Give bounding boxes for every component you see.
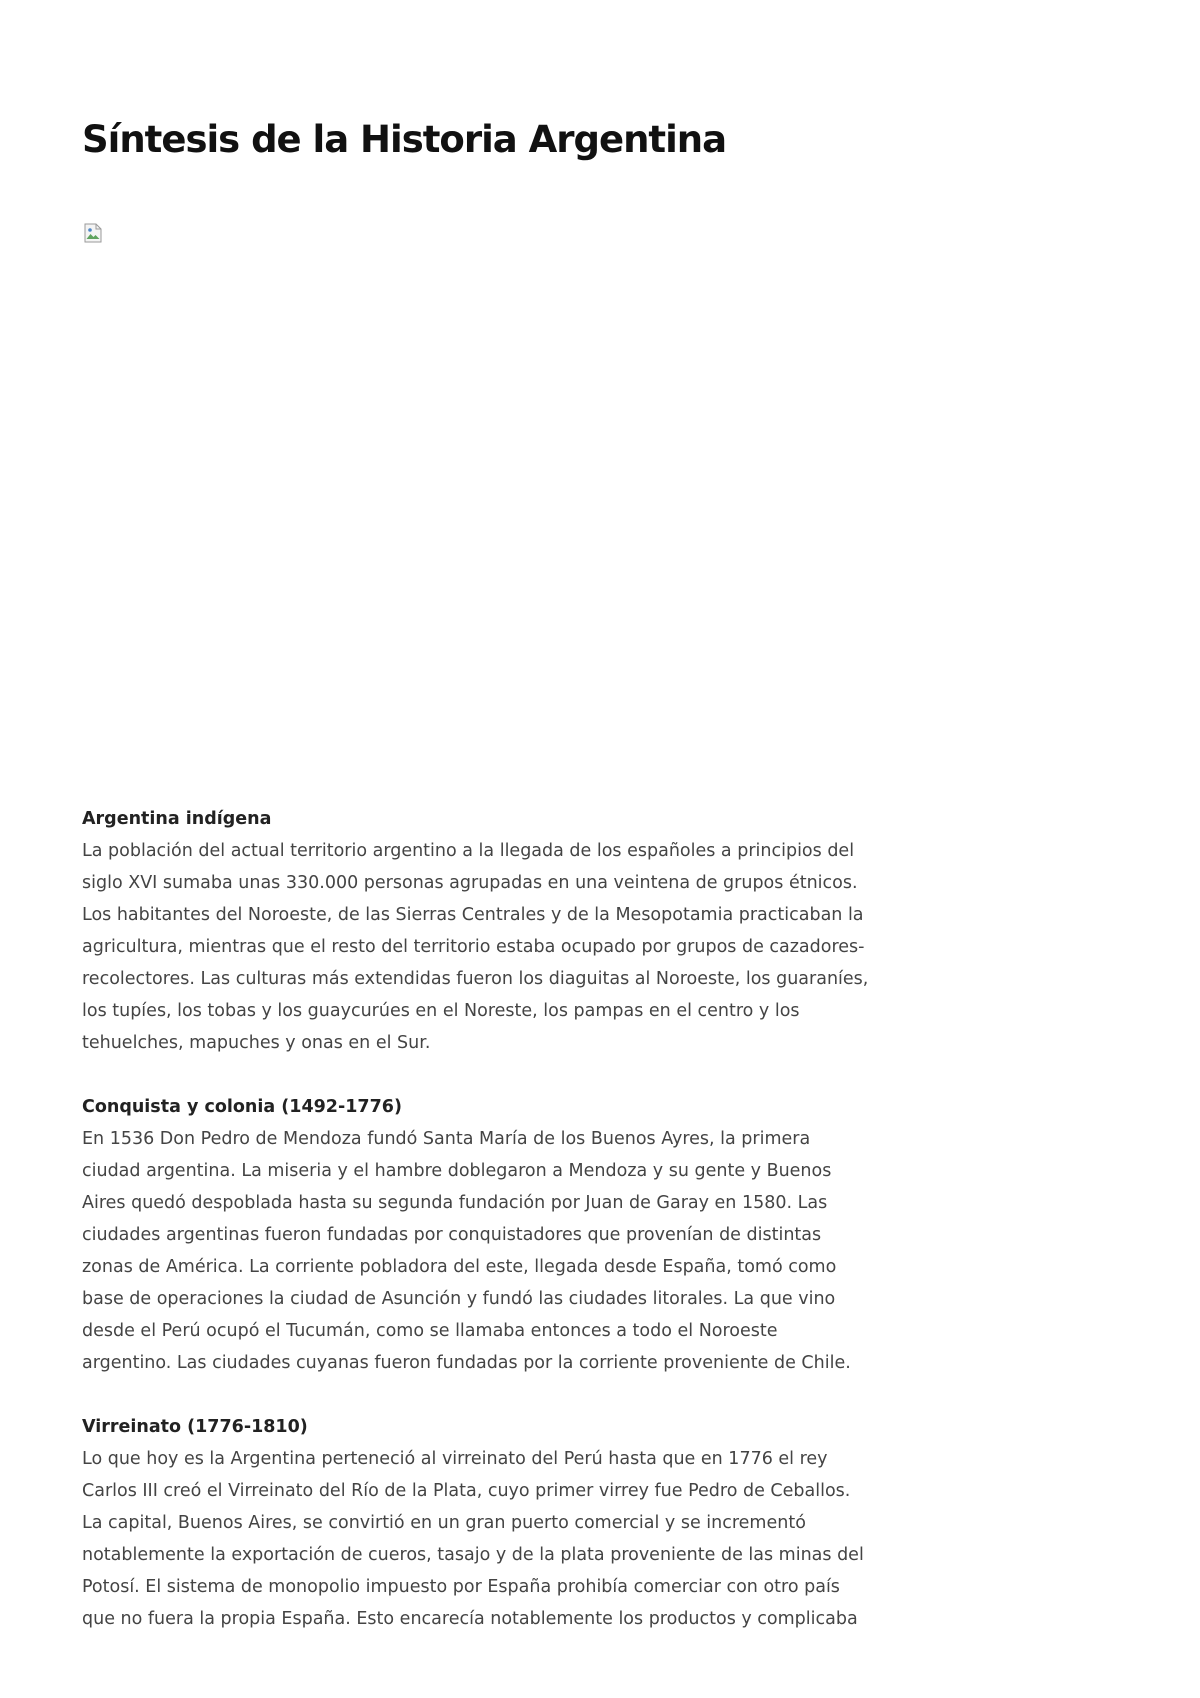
text-line: desde el Perú ocupó el Tucumán, como se llamaba entonces a todo el Noroeste: [82, 1321, 778, 1341]
section-paragraph: [82, 1443, 922, 1635]
section-conquista-colonia: [82, 1091, 922, 1379]
broken-image-icon: [82, 222, 104, 244]
section-argentina-indigena: [82, 803, 922, 1059]
section-heading: Conquista y colonia (1492-1776): [82, 1097, 402, 1117]
text-line: ciudades argentinas fueron fundadas por conquistadores que provenían de distintas: [82, 1225, 822, 1245]
text-line: Los habitantes del Noroeste, de las Sierras Centrales y de la Mesopotamia practicaban la: [82, 905, 864, 925]
text-line: zonas de América. La corriente pobladora del este, llegada desde España, tomó como: [82, 1257, 837, 1277]
text-line: Lo que hoy es la Argentina perteneció al virreinato del Perú hasta que en 1776 el rey: [82, 1449, 828, 1469]
text-line: siglo XVI sumaba unas 330.000 personas agrupadas en una veintena de grupos étnicos.: [82, 873, 858, 893]
text-line: ciudad argentina. La miseria y el hambre doblegaron a Mendoza y su gente y Buenos: [82, 1161, 832, 1181]
text-line: agricultura, mientras que el resto del territorio estaba ocupado por grupos de cazadores-: [82, 937, 865, 957]
article-body: [82, 803, 922, 1667]
text-line: Potosí. El sistema de monopolio impuesto por España prohibía comerciar con otro país: [82, 1577, 840, 1597]
text-line: En 1536 Don Pedro de Mendoza fundó Santa María de los Buenos Ayres, la primera: [82, 1129, 811, 1149]
text-line: La capital, Buenos Aires, se convirtió en un gran puerto comercial y se incrementó: [82, 1513, 806, 1533]
text-line: los tupíes, los tobas y los guaycurúes en el Noreste, los pampas en el centro y los: [82, 1001, 800, 1021]
text-line: base de operaciones la ciudad de Asunción y fundó las ciudades litorales. La que vino: [82, 1289, 836, 1309]
text-line: notablemente la exportación de cueros, tasajo y de la plata proveniente de las minas del: [82, 1545, 864, 1565]
text-line: Carlos III creó el Virreinato del Río de la Plata, cuyo primer virrey fue Pedro de Ceballos.: [82, 1481, 851, 1501]
section-virreinato: [82, 1411, 922, 1635]
text-line: argentino. Las ciudades cuyanas fueron fundadas por la corriente proveniente de Chile.: [82, 1353, 851, 1373]
text-line: tehuelches, mapuches y onas en el Sur.: [82, 1033, 431, 1053]
section-heading: Argentina indígena: [82, 809, 272, 829]
text-line: recolectores. Las culturas más extendidas fueron los diaguitas al Noroeste, los guaraníes,: [82, 969, 869, 989]
text-line: Aires quedó despoblada hasta su segunda fundación por Juan de Garay en 1580. Las: [82, 1193, 828, 1213]
section-heading: Virreinato (1776-1810): [82, 1417, 308, 1437]
section-paragraph: [82, 1123, 922, 1379]
section-paragraph: [82, 835, 922, 1059]
text-line: La población del actual territorio argentino a la llegada de los españoles a principios del: [82, 841, 855, 861]
text-line: que no fuera la propia España. Esto encarecía notablemente los productos y complicaba: [82, 1609, 858, 1629]
page-title: Síntesis de la Historia Argentina: [82, 118, 727, 161]
